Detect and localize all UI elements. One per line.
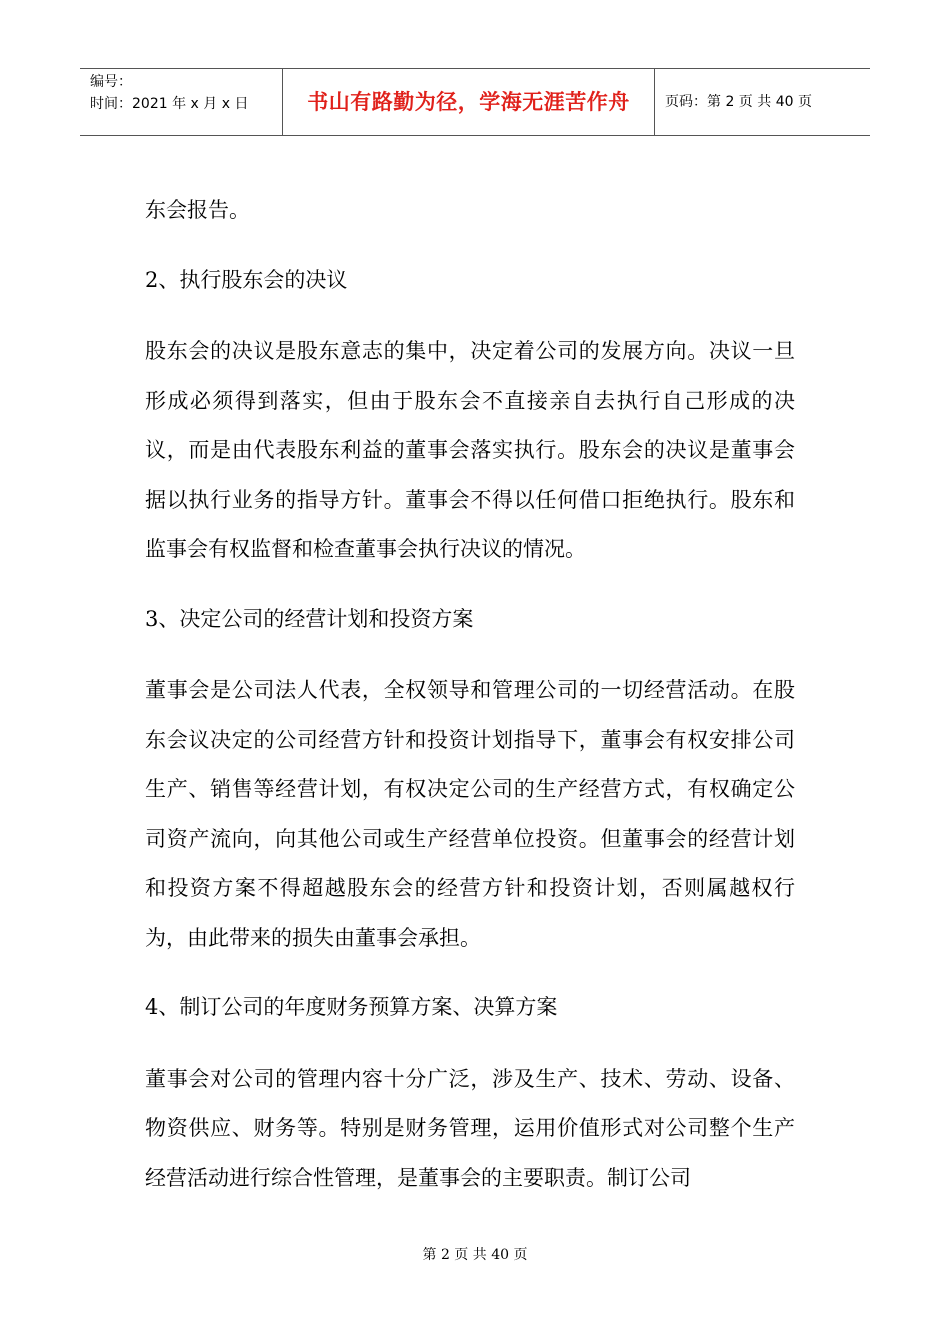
page-footer: 第 2 页 共 40 页 — [422, 1247, 528, 1263]
header-page-info: 页码：第 2 页 共 40 页 — [665, 94, 812, 110]
header-meta — [90, 71, 248, 115]
paragraph: 东会报告。 — [145, 198, 250, 222]
section-heading: 2、执行股东会的决议 — [145, 267, 348, 292]
paragraph: 股东会的决议是股东意志的集中，决定着公司的发展方向。决议一旦形成必须得到落实，但由于股东会不直接亲自去执行自己形成的决议，而是由代表股东利益的董事会落实执行。股东会的决议是董事会据以执行业务的指导方针。董事会不得以任何借口拒绝执行。股东和监事会有权监督和检查董事会执行决议的情况。 — [145, 339, 795, 561]
paragraph: 董事会对公司的管理内容十分广泛，涉及生产、技术、劳动、设备、物资供应、财务等。特别是财务管理，运用价值形式对公司整个生产经营活动进行综合性管理，是董事会的主要职责。制订公司 — [145, 1066, 795, 1190]
paragraph: 董事会是公司法人代表，全权领导和管理公司的一切经营活动。在股东会议决定的公司经营方针和投资计划指导下，董事会有权安排公司生产、销售等经营计划，有权决定公司的生产经营方式，有权确定公司资产流向，向其他公司或生产经营单位投资。但董事会的经营计划和投资方案不得超越股东会的经营方针和投资计划，否则属越权行为，由此带来的损失由董事会承担。 — [145, 678, 795, 950]
document-number: 编号： — [90, 74, 132, 90]
document-body — [145, 186, 795, 1223]
header-divider — [654, 69, 655, 135]
section-heading: 3、决定公司的经营计划和投资方案 — [145, 606, 474, 631]
document-date: 时间：2021 年 x 月 x 日 — [90, 96, 249, 112]
section-heading: 4、制订公司的年度财务预算方案、决算方案 — [145, 995, 558, 1019]
header-motto: 书山有路勤为径，学海无涯苦作舟 — [307, 90, 630, 114]
page-header — [80, 68, 870, 136]
